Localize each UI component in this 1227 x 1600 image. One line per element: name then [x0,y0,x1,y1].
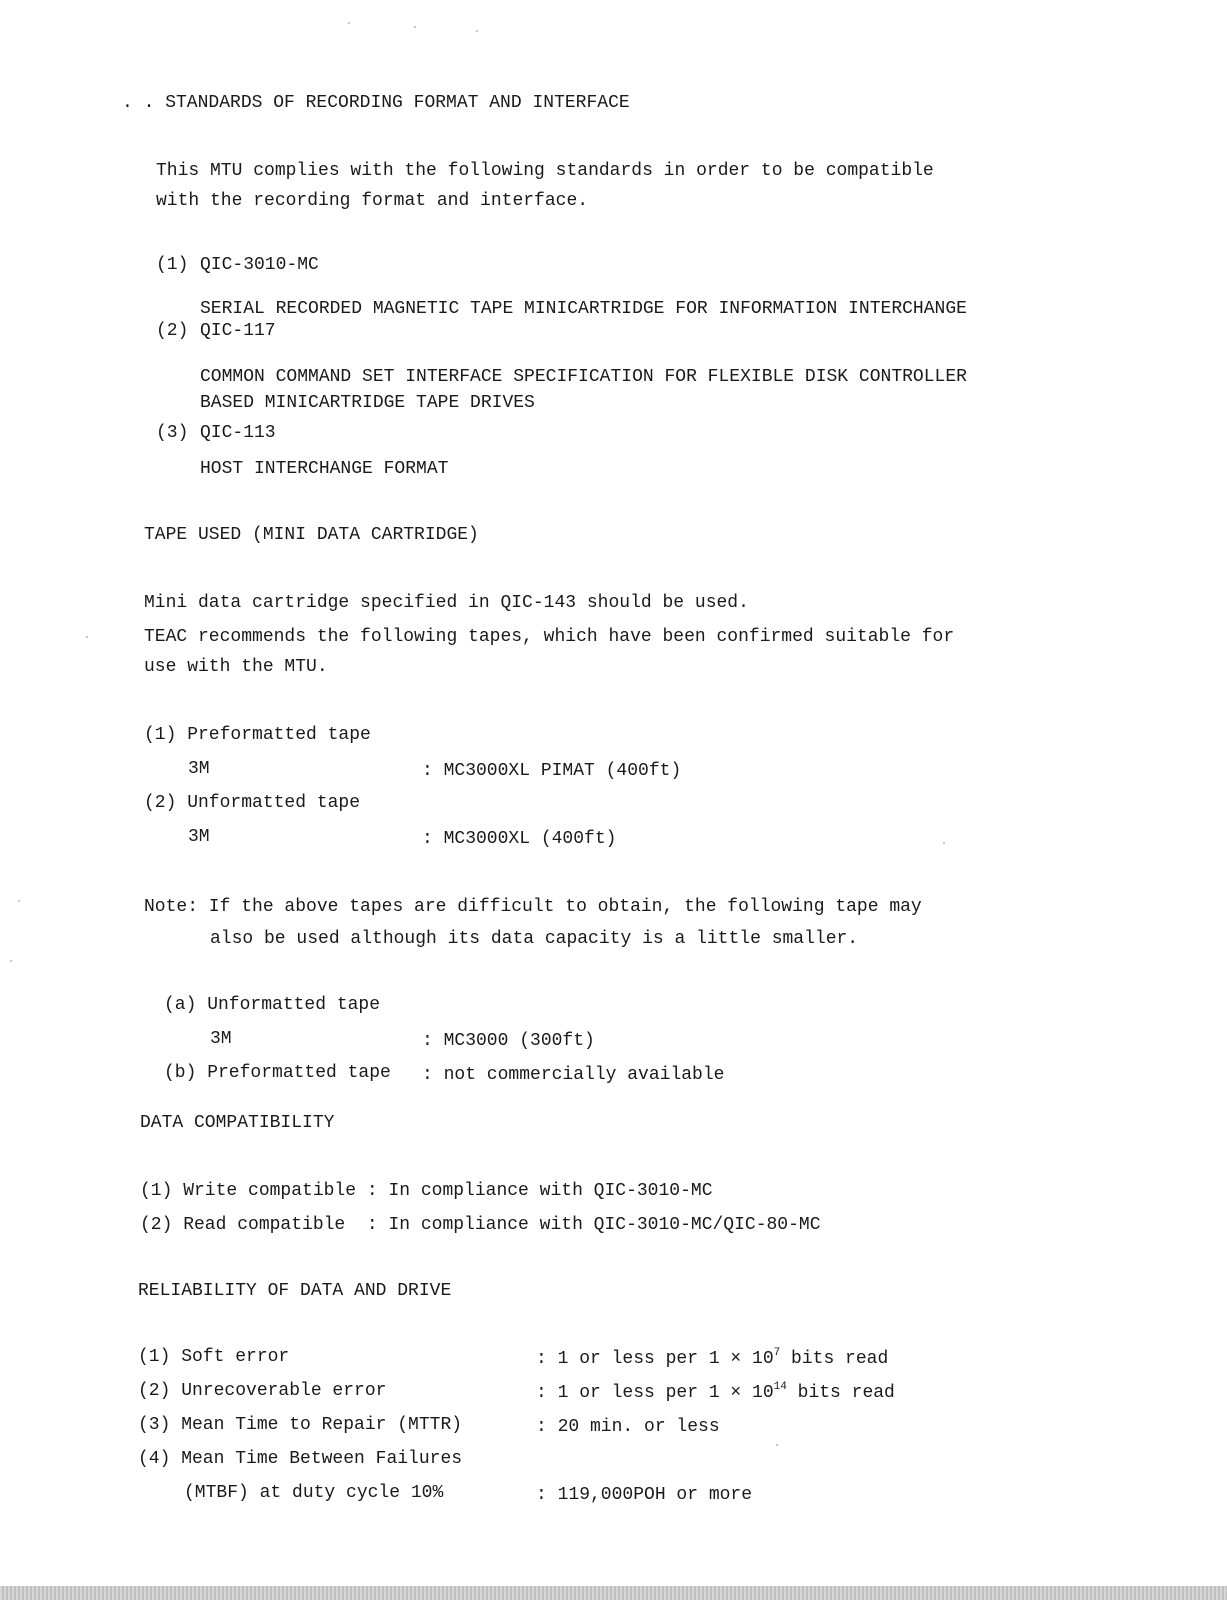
scan-speck [776,1444,778,1446]
standard-item-1-desc: SERIAL RECORDED MAGNETIC TAPE MINICARTRIDGE FOR INFORMATION INTERCHANGE [200,299,967,319]
scan-speck [414,26,416,28]
note-sub-b-value: : not commercially available [422,1065,725,1085]
compat-line-1: (1) Write compatible : In compliance with QIC-3010-MC [140,1181,713,1201]
scan-speck [10,960,12,962]
standard-item-1-number: (1) [156,255,189,275]
standard-item-2-desc-line-1: COMMON COMMAND SET INTERFACE SPECIFICATION FOR FLEXIBLE DISK CONTROLLER [200,367,967,387]
tape-used-line-3: use with the MTU. [144,657,328,677]
scan-speck [86,636,88,638]
tape-item-1-label: (1) Preformatted tape [144,725,371,745]
note-sub-b-label: (b) Preformatted tape [164,1063,391,1083]
tape-item-2-value: : MC3000XL (400ft) [422,829,617,849]
data-compatibility-heading: DATA COMPATIBILITY [140,1113,335,1133]
note-line-1: Note: If the above tapes are difficult to obtain, the following tape may [144,897,922,917]
compat-line-2: (2) Read compatible : In compliance with QIC-3010-MC/QIC-80-MC [140,1215,821,1235]
scan-speck [18,900,20,902]
reliability-item-1-value-text: : 1 or less per 1 × 10 [536,1349,774,1369]
note-sub-a-value: : MC3000 (300ft) [422,1031,595,1051]
standard-item-2-number: (2) [156,321,189,341]
tape-item-1-maker: 3M [188,759,210,779]
tape-item-2-maker: 3M [188,827,210,847]
reliability-item-4-label: (4) Mean Time Between Failures [138,1449,463,1469]
tape-used-heading: TAPE USED (MINI DATA CARTRIDGE) [144,525,479,545]
reliability-item-3-value: : 20 min. or less [536,1417,720,1437]
standard-item-2-code: QIC-117 [200,321,276,341]
reliability-item-1-value [536,1348,888,1372]
note-sub-a-label: (a) Unformatted tape [164,995,381,1015]
reliability-item-4-label-2: (MTBF) at duty cycle 10% [184,1483,444,1503]
standard-item-1-code: QIC-3010-MC [200,255,319,275]
reliability-item-2-exponent: 14 [773,1381,787,1393]
reliability-item-2-value [536,1382,895,1406]
standard-item-3-desc: HOST INTERCHANGE FORMAT [200,459,449,479]
scan-speck [476,30,478,32]
reliability-item-2-tail: bits read [786,1383,895,1403]
standards-intro-line-2: with the recording format and interface. [156,191,589,211]
scan-edge-strip [0,1586,1227,1600]
tape-used-line-1: Mini data cartridge specified in QIC-143 should be used. [144,593,749,613]
scan-speck [943,842,945,844]
tape-item-2-label: (2) Unformatted tape [144,793,361,813]
standard-item-2-desc-line-2: BASED MINICARTRIDGE TAPE DRIVES [200,393,535,413]
reliability-item-3-label: (3) Mean Time to Repair (MTTR) [138,1415,463,1435]
note-line-2: also be used although its data capacity is a little smaller. [210,929,859,949]
standard-item-3-number: (3) [156,423,189,443]
standards-heading: . . STANDARDS OF RECORDING FORMAT AND INTERFACE [122,93,630,113]
reliability-heading: RELIABILITY OF DATA AND DRIVE [138,1281,452,1301]
scan-speck [348,22,350,24]
standards-intro-line-1: This MTU complies with the following standards in order to be compatible [156,161,934,181]
note-sub-a-maker: 3M [210,1029,232,1049]
reliability-item-2-value-text: : 1 or less per 1 × 10 [536,1383,774,1403]
reliability-item-1-tail: bits read [780,1349,889,1369]
reliability-item-1-exponent: 7 [773,1347,781,1359]
reliability-item-2-label: (2) Unrecoverable error [138,1381,387,1401]
tape-used-line-2: TEAC recommends the following tapes, which have been confirmed suitable for [144,627,955,647]
reliability-item-1-label: (1) Soft error [138,1347,290,1367]
tape-item-1-value: : MC3000XL PIMAT (400ft) [422,761,682,781]
reliability-item-4-value: : 119,000POH or more [536,1485,753,1505]
standard-item-3-code: QIC-113 [200,423,276,443]
